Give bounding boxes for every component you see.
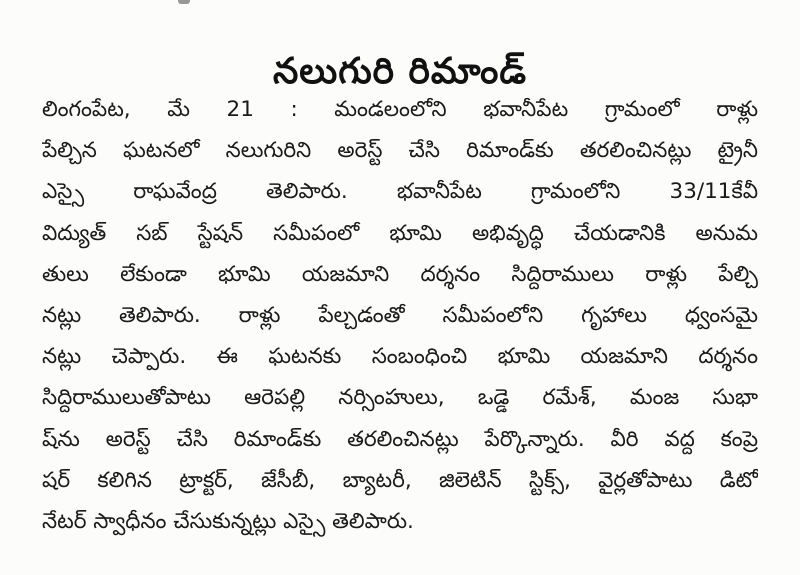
article-line: నట్లు చెప్పారు. ఈ ఘటనకు సంబంధించి భూమి యజమాని దర్శనం bbox=[42, 344, 758, 370]
article-line: నేటర్ స్వాధీనం చేసుకున్నట్లు ఎస్సై తెలిపారు. bbox=[42, 508, 414, 534]
article-line: విద్యుత్ సబ్ స్టేషన్ సమీపంలో భూమి అభివృద్ధి చేయడానికి అనుమ bbox=[42, 220, 758, 246]
article-line: లింగంపేట, మే 21 : మండలంలోని భవానీపేట గ్రామంలో రాళ్లు bbox=[42, 97, 758, 122]
article-line: పేల్చిన ఘటనలో నలుగురిని అరెస్ట్ చేసి రిమాండ్‌కు తరలించినట్లు ట్రైనీ bbox=[42, 138, 758, 164]
article-headline: నలుగురి రిమాండ్ bbox=[272, 51, 528, 93]
article-line: నట్లు తెలిపారు. రాళ్లు పేల్చడంతో సమీపంలోని గృహాలు ధ్వంసమై bbox=[42, 302, 758, 328]
print-speck bbox=[178, 0, 190, 4]
article-line: తులు లేకుండా భూమి యజమాని దర్శనం సిద్దిరాములు రాళ్లు పేల్చి bbox=[42, 261, 758, 287]
article-line: ష్‌ను అరెస్ట్ చేసి రిమాండ్‌కు తరలించినట్లు పేర్కొన్నారు. వీరి వద్ద కంప్రె bbox=[42, 426, 758, 452]
article-line: షర్ కలిగిన ట్రాక్టర్, జేసీబీ, బ్యాటరీ, జిలెటిన్ స్టిక్స్, వైర్లతోపాటు డిటో bbox=[42, 467, 758, 493]
article-body bbox=[42, 89, 758, 542]
article-line: ఎస్సై రాఘవేంద్ర తెలిపారు. భవానీపేట గ్రామంలోని 33/11కేవీ bbox=[42, 179, 758, 205]
article-line: సిద్దిరాములుతోపాటు ఆరెపల్లి నర్సింహులు, ఒడ్డె రమేశ్, మంజ సుభా bbox=[42, 385, 758, 411]
